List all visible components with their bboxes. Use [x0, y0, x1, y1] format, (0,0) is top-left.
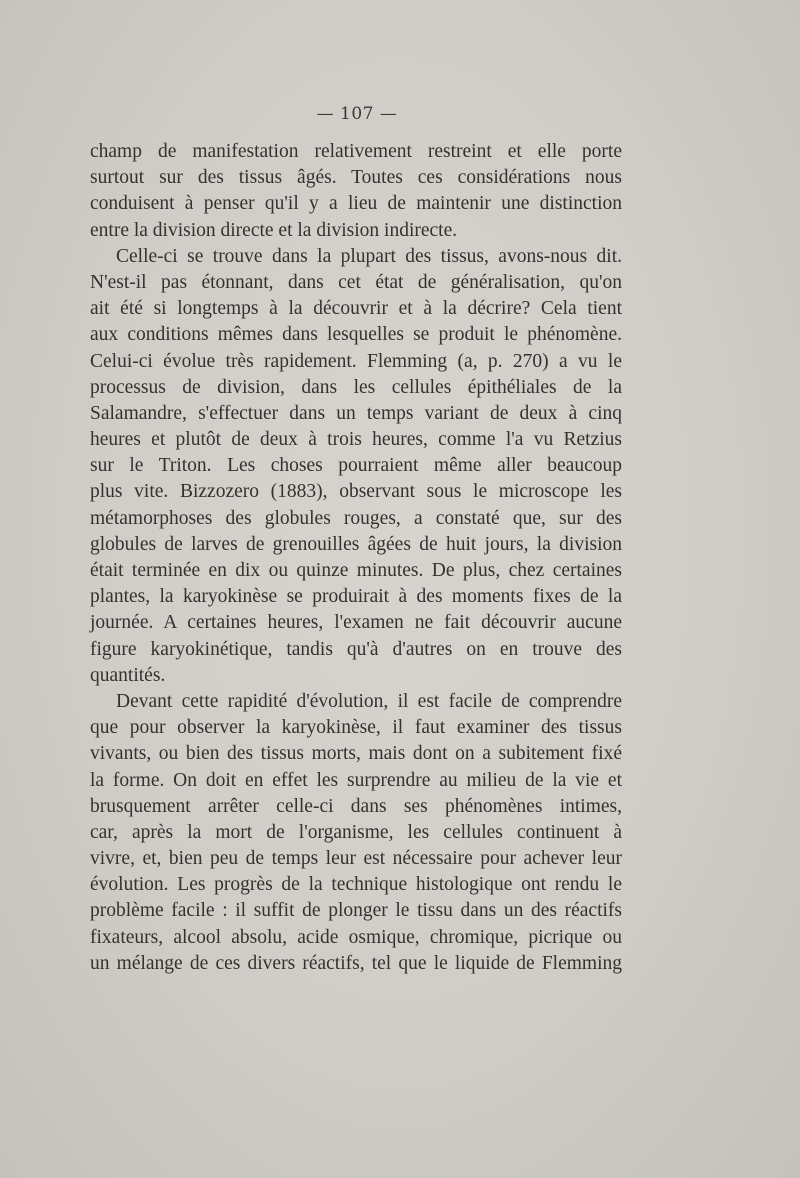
text-line: la forme. On doit en effet les surprendre au milieu de la vie et: [90, 769, 622, 791]
text-line: Devant cette rapidité d'évolution, il est facile de comprendre: [116, 690, 622, 712]
text-line: plantes, la karyokinèse se produirait à des moments fixes de la: [90, 586, 622, 608]
text-line: heures et plutôt de deux à trois heures, comme l'a vu Retzius: [90, 429, 622, 451]
text-line: figure karyokinétique, tandis qu'à d'autres on en trouve des: [90, 638, 622, 660]
text-line: que pour observer la karyokinèse, il faut examiner des tissus: [90, 717, 622, 739]
text-line: champ de manifestation relativement restreint et elle porte: [90, 141, 622, 162]
text-line: conduisent à penser qu'il y a lieu de maintenir une distinction: [90, 193, 622, 215]
text-line: vivants, ou bien des tissus morts, mais dont on a subitement fixé: [90, 743, 622, 765]
text-line: métamorphoses des globules rouges, a constaté que, sur des: [90, 507, 622, 529]
page-number: — 107 —: [316, 104, 398, 124]
text-line: car, après la mort de l'organisme, les cellules continuent à: [90, 821, 622, 843]
text-line: brusquement arrêter celle-ci dans ses phénomènes intimes,: [90, 795, 622, 817]
text-line: surtout sur des tissus âgés. Toutes ces considérations nous: [90, 167, 622, 189]
body-text: [90, 139, 622, 977]
text-line: Celle-ci se trouve dans la plupart des tissus, avons-nous dit.: [116, 245, 622, 267]
text-line: fixateurs, alcool absolu, acide osmique, chromique, picrique ou: [90, 926, 622, 948]
text-line: entre la division directe et la division indirecte.: [90, 219, 458, 241]
text-line: Salamandre, s'effectuer dans un temps variant de deux à cinq: [90, 402, 622, 424]
text-line: journée. A certaines heures, l'examen ne fait découvrir aucune: [90, 612, 622, 634]
text-line: aux conditions mêmes dans lesquelles se produit le phénomène.: [90, 324, 622, 346]
text-line: plus vite. Bizzozero (1883), observant sous le microscope les: [90, 481, 622, 503]
text-line: quantités.: [90, 664, 166, 686]
text-line: N'est-il pas étonnant, dans cet état de généralisation, qu'on: [90, 271, 622, 293]
text-line: ait été si longtemps à la découvrir et à la décrire? Cela tient: [90, 298, 622, 320]
text-line: évolution. Les progrès de la technique histologique ont rendu le: [90, 874, 622, 896]
text-line: problème facile : il suffit de plonger le tissu dans un des réactifs: [90, 900, 622, 922]
text-line: un mélange de ces divers réactifs, tel que le liquide de Flemming: [90, 952, 622, 974]
text-line: était terminée en dix ou quinze minutes. De plus, chez certaines: [90, 560, 622, 581]
text-line: sur le Triton. Les choses pourraient même aller beaucoup: [90, 455, 622, 477]
text-line: processus de division, dans les cellules épithéliales de la: [90, 376, 622, 398]
text-line: vivre, et, bien peu de temps leur est nécessaire pour achever leur: [90, 848, 622, 870]
text-line: globules de larves de grenouilles âgées de huit jours, la division: [90, 533, 622, 555]
text-line: Celui-ci évolue très rapidement. Flemming (a, p. 270) a vu le: [90, 350, 622, 372]
